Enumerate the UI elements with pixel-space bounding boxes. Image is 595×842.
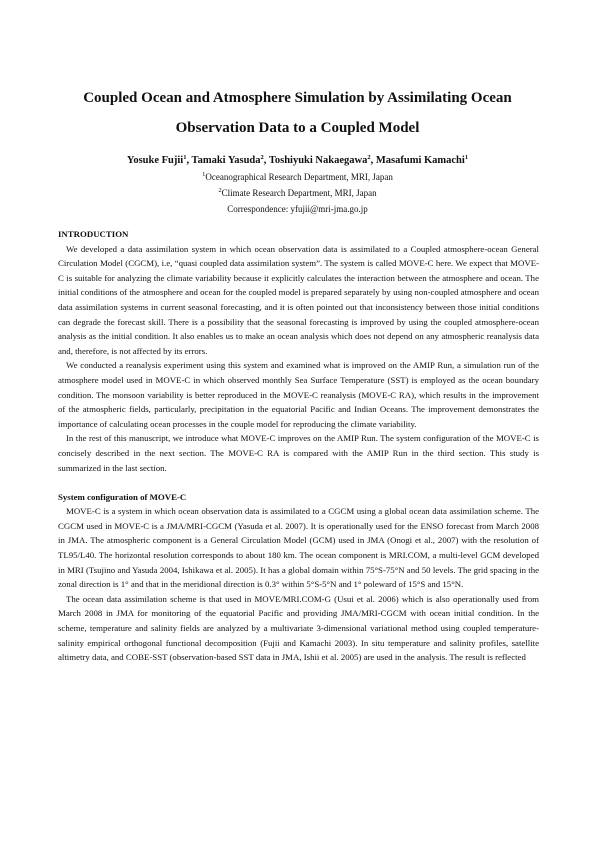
affiliations xyxy=(40,169,555,217)
section-spacer xyxy=(58,475,539,490)
paper-title xyxy=(40,83,555,143)
author: Yosuke Fujii$^1$, xyxy=(126,154,192,166)
author: Tamaki Yasuda$^2$, xyxy=(191,154,269,166)
body-paragraph: We conducted a reanalysis experiment using this system and examined what is improved on the AMIP Run, a simulation run of the atmosphere model used in MOVE-C in which observed monthly Sea Surface Temperature (SST) is employed as the ocean boundary condition. The monsoon variability is better reproduced in the MOVE-C reanalysis (MOVE-C RA), which results in the improvement of the atmospheric fields, particularly, precipitation in the equatorial Pacific and Indian Oceans. The improvement demonstrates the importance of calculating ocean processes in the couple model for reproducing the climate variability. xyxy=(58,360,539,429)
section-heading-system-configuration: System configuration of MOVE-C xyxy=(58,491,187,502)
body-paragraph: MOVE-C is a system in which ocean observation data is assimilated to a CGCM using a global ocean data assimilation scheme. The CGCM used in MOVE-C is a JMA/MRI-CGCM (Yasuda et al. 2007). It is operationally used for the ENSO forecast from March 2008 in JMA. The atmospheric component is a General Circulation Model (GCM) used in JMA (Onogi et al., 2007) with the resolution of TL95/L40. The horizontal resolution corresponds to about 180 km. The ocean component is MRI.COM, a multi-level GCM developed in MRI (Tsujino and Yasuda 2004, Ishikawa et al. 2005). It has a global domain within 75°S-75°N and 50 levels. The grid spacing in the zonal direction is 1° and that in the meridional direction is 0.3° within 5°S-5°N and 1° poleward of 15°S and 15°N. xyxy=(58,506,539,590)
body-paragraph: The ocean data assimilation scheme is that used in MOVE/MRI.COM-G (Usui et al. 2006) which is also operationally used from March 2008 in JMA for monitoring of the equatorial Pacific and providing JMA/MRI-CGCM with ocean initial condition. In the scheme, temperature and salinity fields are analyzed by a multivariate 3-dimensional variational method using coupled temperature-salinity empirical orthogonal functional decomposition (Fujii and Kamachi 2003). In situ temperature and salinity profiles, satellite altimetry data, and COBE-SST (observation-based SST data in JMA, Ishii et al. 2005) are used in the analysis. The result is reflected xyxy=(58,593,539,663)
title-line-2: Observation Data to a Coupled Model xyxy=(175,120,420,136)
author: Masafumi Kamachi$^1$ xyxy=(375,154,469,166)
author-list xyxy=(40,154,555,167)
body-paragraph: In the rest of this manuscript, we introduce what MOVE-C improves on the AMIP Run. The system configuration of the MOVE-C is concisely described in the next section. The MOVE-C RA is compared with the AMIP Run in the third section. This study is summarized in the last section. xyxy=(58,433,539,473)
affiliation-1: $^1$Oceanographical Research Department, MRI, Japan xyxy=(202,171,393,182)
title-line-1: Coupled Ocean and Atmosphere Simulation by Assimilating Ocean xyxy=(83,90,512,106)
correspondence: Correspondence: yfujii@mri-jma.go.jp xyxy=(227,204,368,214)
section-heading-introduction: INTRODUCTION xyxy=(58,229,129,239)
paper-body xyxy=(58,227,539,665)
author: Toshiyuki Nakaegawa$^2$, xyxy=(268,154,376,166)
affiliation-2: $^2$Climate Research Department, MRI, Japan xyxy=(218,187,377,198)
body-paragraph: We developed a data assimilation system in which ocean observation data is assimilated to a Coupled atmosphere-ocean General Circulation Model (CGCM), i.e, “quasi coupled data assimilation system”. The system is called MOVE-C here. We expect that MOVE-C is suitable for analyzing the climate variability because it explicitly calculates the interaction between the atmosphere and ocean. The initial conditions of the atmosphere and ocean for the coupled model is prepared separately by using non-coupled atmosphere and ocean data assimilation systems in current seasonal forecasting, and it is often pointed out that inconsistency between those initial conditions can degrade the forecast skill. There is a possibility that the seasonal forecasting is improved by using the coupled atmosphere-ocean analysis as the initial condition. It also enables us to make an ocean analysis which does not depend on any atmospheric reanalysis data and, therefore, is not affected by its errors. xyxy=(58,243,539,356)
